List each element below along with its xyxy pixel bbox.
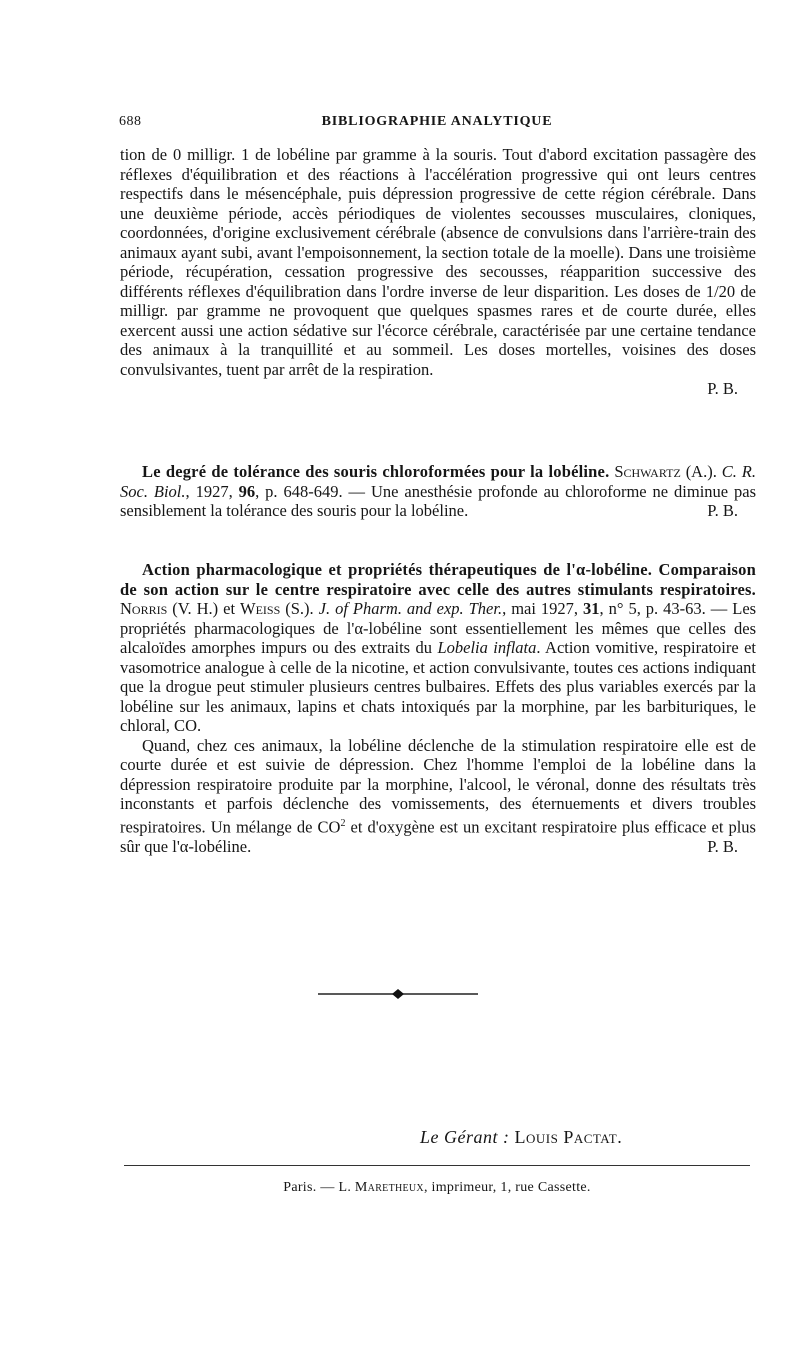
gerant-name: Louis Pactat. [514, 1127, 623, 1147]
bibliography-entry [120, 560, 756, 856]
entry-author-initial: (V. H.) et [172, 599, 236, 618]
page-header [119, 114, 755, 134]
entry-pages: , p. 648-649. — [255, 481, 366, 501]
entry-journal: J. of Pharm. and exp. Ther. [318, 599, 503, 618]
entry-date: , mai 1927, [502, 599, 579, 618]
entry-continuation [120, 145, 756, 399]
entry-body: Une anesthésie profonde au chloroforme ne diminue pas sensiblement la tolérance des souris pour la lobéline. [120, 481, 757, 520]
entry-body: . Action vomitive, respiratoire et vasomotrice analogue à celle de la nicotine, et action convulsivante, toutes ces actions indiquant que la drogue peut stimuler plusieurs centres bulbaires. Effets des plus variables exercés par la lobéline sur les animaux, lapins et chats intoxiqués par la morphine, par les barbituriques, le chloral, CO. [120, 638, 757, 735]
imprint-printer: L. Maretheux [338, 1180, 424, 1195]
entry-author: Schwartz [614, 462, 681, 481]
gerant-line [420, 1127, 740, 1148]
entry-title: Action pharmacologique et propriétés thérapeutiques de l'α-lobéline. Comparaison de son action sur le centre respiratoire avec celle des autres stimulants respiratoires. [120, 560, 756, 599]
entry-body: et d'oxygène est un excitant respiratoire plus efficace et plus sûr que l'α-lobéline. [120, 817, 756, 856]
entry-title: Le degré de tolérance des souris chloroformées pour la lobéline. [142, 462, 610, 481]
running-title: BIBLIOGRAPHIE ANALYTIQUE [321, 114, 553, 129]
entry-author-initial: (S.). [285, 599, 314, 618]
entry-body: tion de 0 milligr. 1 de lobéline par gramme à la souris. Tout d'abord excitation passagère des réflexes d'équilibration et des réactions à l'accélération progressive qui ont leurs centres respectifs dans le mésencéphale, puis dépression progressive de cette région cérébrale. Dans une deuxième période, accès périodiques de violentes secousses musculaires, cloniques, coordonnées, d'origine exclusivement cérébrale (absence de convulsions dans l'arrière-train des animaux ayant subi, avant l'empoisonnement, la section totale de la moelle). Dans une troisième période, récupération, cessation progressive des secousses, réapparition successive des différents réflexes d'équilibration dans l'ordre inverse de leur disparition. Les doses de 1/20 de milligr. par gramme ne provoquent que quelques spasmes rares et de courte durée, elles exercent aussi une action sédative sur l'écorce cérébrale, caractérisée par une certaine tendance des animaux à la tranquillité et au sommeil. Les doses mortelles, voisines des doses convulsivantes, tuent par arrêt de la respiration. [120, 145, 756, 379]
entry-signature: P. B. [707, 379, 738, 398]
ornament-divider [318, 988, 478, 1000]
page-number: 688 [119, 114, 142, 129]
entry-year: 1927, [195, 481, 233, 501]
printer-imprint [124, 1180, 750, 1196]
entry-pages: , n° 5, p. 43-63. — [599, 599, 728, 618]
entry-author: Norris [120, 599, 168, 618]
entry-signature: P. B. [707, 501, 738, 520]
entry-signature: P. B. [707, 836, 738, 856]
entry-author: Weiss [240, 599, 281, 618]
gerant-label: Le Gérant : [420, 1127, 510, 1147]
co2-superscript: 2 [340, 817, 346, 829]
imprint-city: Paris. — [283, 1180, 335, 1195]
entry-author-initial: (A.). [685, 462, 717, 481]
imprint-address: , imprimeur, 1, rue Cassette. [423, 1180, 591, 1195]
entry-volume: 31 [583, 599, 600, 618]
species-name: Lobelia inflata [437, 638, 537, 657]
entry-body: Quand, chez ces animaux, la lobéline déclenche de la stimulation respiratoire elle est de courte durée et est suivie de dépression. Chez l'homme l'emploi de la lobéline dans la dépression respiratoire produite par la morphine, l'alcool, le véronal, donne des résultats très inconstants et parfois déclenche des vomissements, des éternuements et divers troubles respiratoires. Un mélange de CO [120, 735, 756, 836]
bibliography-entry: Le degré de tolérance des souris chloroformées pour la lobéline. Schwartz (A.). C. R. Soc. Biol., 1927, 96, p. 648-649. — Une anesthésie profonde au chloroforme ne diminue pas sensiblement la tolérance des souris pour la lobéline. P. B. [120, 462, 757, 520]
footer-rule [124, 1165, 750, 1166]
entry-journal: C. R. Soc. Biol. [120, 462, 756, 501]
entry-body: Les propriétés pharmacologiques de l'α-lobéline sont essentiellement les mêmes que celles des alcaloïdes amorphes impurs ou des extraits du [120, 599, 757, 657]
entry-volume: 96 [238, 481, 256, 501]
